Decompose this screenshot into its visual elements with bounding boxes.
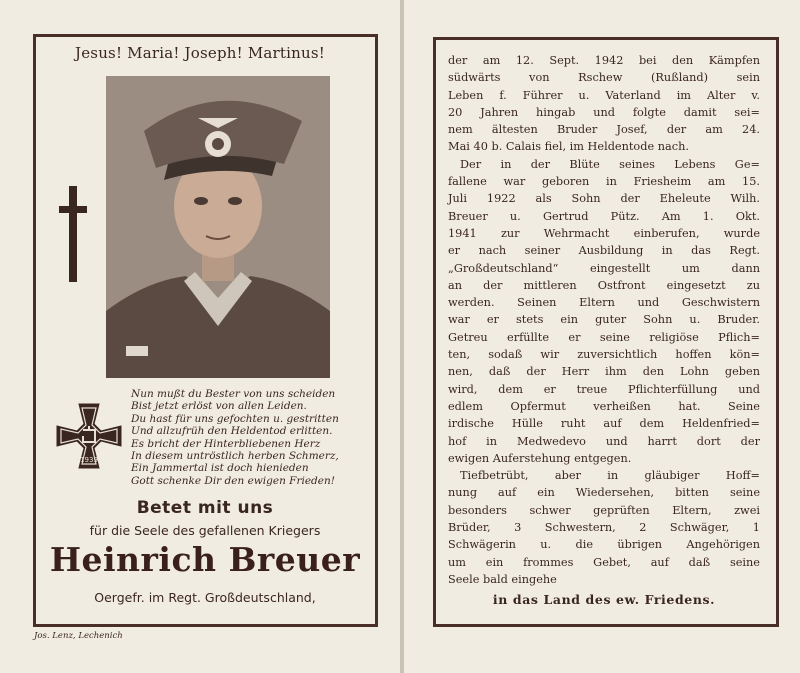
obituary-line: um ein frommes Gebet, auf daß seine — [448, 555, 760, 569]
obituary-line: „Großdeutschland“ eingestellt um dann — [448, 261, 760, 275]
obituary-line: irdische Hülle ruht auf dem Heldenfried= — [448, 417, 760, 431]
soldier-portrait-photo — [106, 76, 330, 378]
printer-imprint: Jos. Lenz, Lechenich — [34, 631, 123, 641]
obituary-line: edlem Opfermut verheißen hat. Seine — [448, 399, 760, 413]
obituary-line: wird, dem er treue Pflichterfüllung und — [448, 382, 760, 396]
poem-line: In diesem untröstlich herben Schmerz, — [131, 449, 339, 462]
obituary-line: Juli 1922 als Sohn der Eheleute Wilh. — [448, 192, 760, 206]
obituary-line: 1941 zur Wehrmacht einberufen, wurde — [448, 226, 760, 240]
poem-line: Ein Jammertal ist doch hienieden — [131, 462, 309, 475]
obituary-line: werden. Seinen Eltern und Geschwistern — [448, 296, 760, 310]
poem-line: Bist jetzt erlöst von allen Leiden. — [131, 400, 307, 413]
poem-line: Nun mußt du Bester von uns scheiden — [131, 388, 336, 400]
obituary-text — [448, 52, 760, 588]
deceased-name: Heinrich Breuer — [49, 540, 361, 579]
poem-line: Und allzufrüh den Heldentod erlitten. — [131, 425, 333, 438]
latin-cross-icon — [59, 186, 87, 282]
obituary-line: ewigen Auferstehung entgegen. — [448, 451, 632, 465]
iron-cross-year: 1939 — [80, 456, 98, 464]
obituary-line: Der in der Blüte seines Lebens Ge= — [460, 157, 760, 171]
obituary-line: fallene war geboren in Friesheim am 15. — [448, 175, 760, 189]
obituary-line: war er stets ein guter Sohn u. Bruder. — [448, 313, 760, 327]
closing-line: in das Land des ew. Friedens. — [492, 592, 716, 607]
obituary-line: nung auf ein Wiedersehen, bitten seine — [448, 486, 760, 500]
portrait-illustration — [106, 76, 330, 378]
obituary-line: nem ältesten Bruder Josef, der am 24. — [448, 123, 760, 137]
obituary-line: der am 12. Sept. 1942 bei den Kämpfen — [448, 54, 760, 67]
obituary-line: Seele bald eingehe — [448, 572, 557, 586]
soul-line: für die Seele des gefallenen Kriegers — [89, 523, 321, 538]
obituary-line: südwärts von Rschew (Rußland) sein — [448, 71, 760, 85]
obituary-line: nen, daß der Herr ihm den Lohn geben — [448, 365, 760, 379]
obituary-line: hof in Medwedevo und harrt dort der — [448, 434, 760, 448]
obituary-line: Tiefbetrübt, aber in gläubiger Hoff= — [460, 469, 760, 483]
obituary-line: Mai 40 b. Calais fiel, im Heldentode nach. — [448, 140, 689, 154]
poem-line: Du hast für uns gefochten u. gestritten — [131, 412, 339, 425]
header-invocation: Jesus! Maria! Joseph! Martinus! — [75, 44, 325, 62]
iron-cross-icon — [53, 400, 125, 472]
pray-heading: Betet mit uns — [136, 498, 274, 518]
obituary-line: Getreu erfüllte er seine religiöse Pflich= — [448, 330, 760, 344]
obituary-line: 20 Jahren hingab und folgte damit sei= — [448, 105, 760, 119]
obituary-line: besonders schwer geprüften Eltern, zwei — [448, 503, 760, 517]
obituary-line: Breuer u. Gertrud Pütz. Am 1. Okt. — [448, 209, 760, 223]
obituary-line: an der mittleren Ostfront eingesetzt zu — [448, 278, 760, 292]
obituary-line: Leben f. Führer u. Vaterland im Alter v. — [448, 88, 760, 102]
rank-line: Oergefr. im Regt. Großdeutschland, — [94, 590, 316, 605]
obituary-line: Brüder, 3 Schwestern, 2 Schwäger, 1 — [448, 521, 760, 535]
obituary-line: ten, sodaß wir zuversichtlich hoffen kön= — [448, 348, 760, 362]
poem-line: Gott schenke Dir den ewigen Frieden! — [131, 474, 335, 487]
poem-line: Es bricht der Hinterbliebenen Herz — [131, 437, 321, 450]
obituary-line: er nach seiner Ausbildung in das Regt. — [448, 244, 760, 258]
obituary-line: Schwägerin u. die übrigen Angehörigen — [448, 538, 760, 552]
memorial-poem — [131, 388, 361, 487]
